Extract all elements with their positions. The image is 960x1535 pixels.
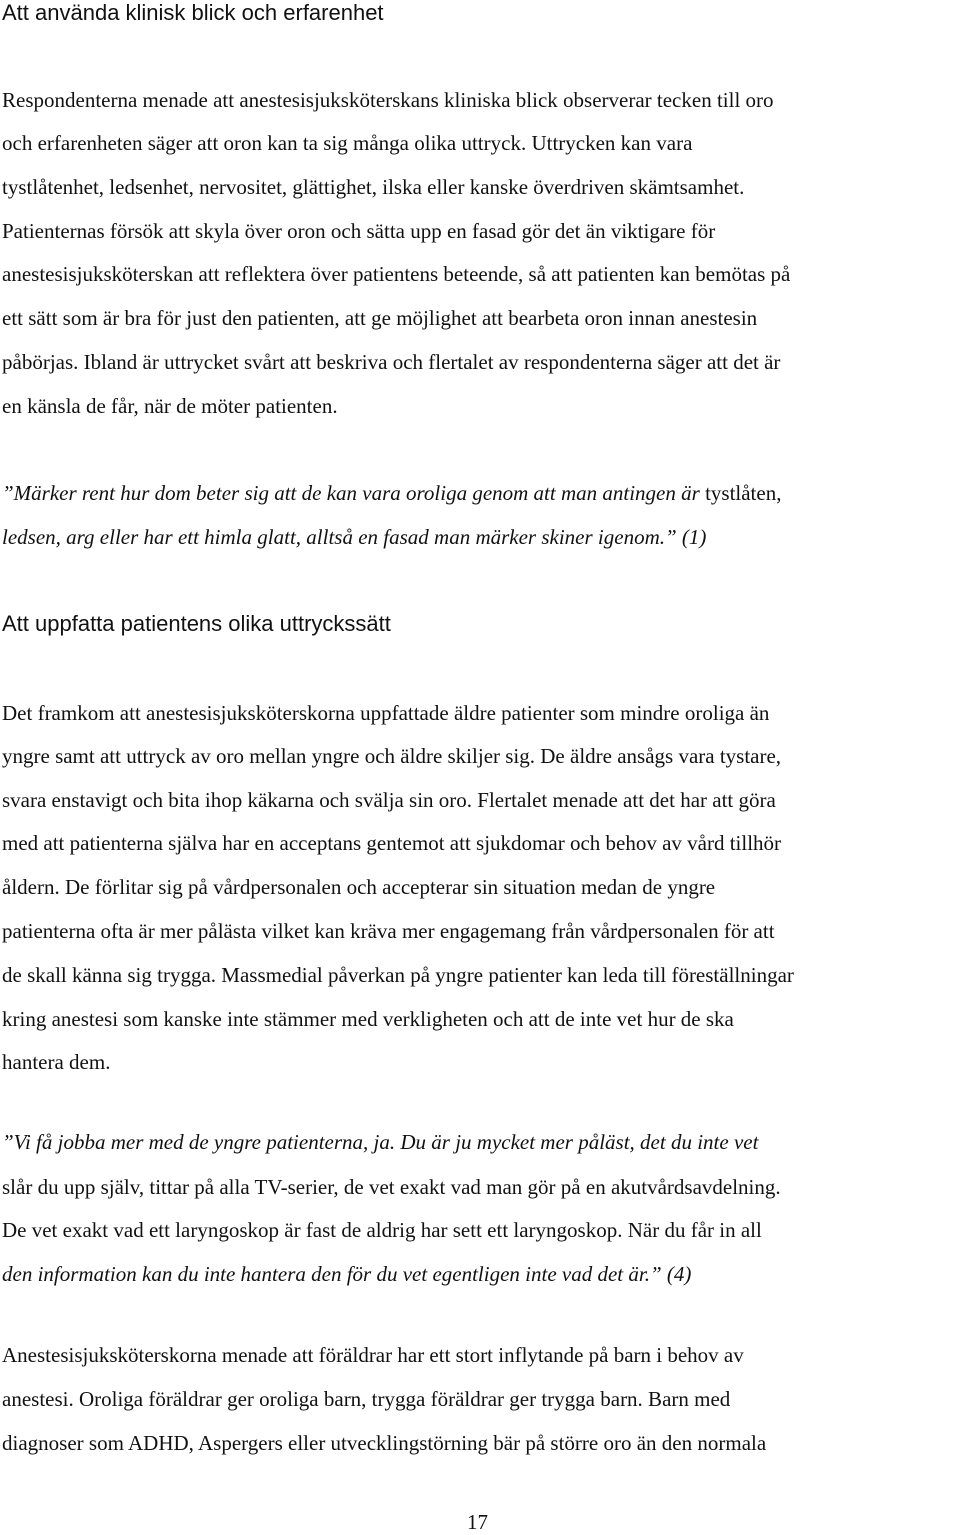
paragraph-line: Respondenterna menade att anestesisjuksköterskans kliniska blick observerar tecken till oro xyxy=(2,88,774,112)
paragraph-line: åldern. De förlitar sig på vårdpersonalen och accepterar sin situation medan de yngre xyxy=(2,875,716,899)
quote-line: ”Vi få jobba mer med de yngre patienterna, ja. Du är ju mycket mer påläst, det du inte vet xyxy=(2,1130,759,1154)
paragraph-line: patienterna ofta är mer pålästa vilket kan kräva mer engagemang från vårdpersonalen för att xyxy=(2,919,775,943)
quote-text-italic: ”Märker rent hur dom beter sig att de kan vara oroliga genom att man antingen är xyxy=(2,481,706,505)
paragraph-line: anestesi. Oroliga föräldrar ger oroliga barn, trygga föräldrar ger trygga barn. Barn med xyxy=(2,1387,731,1411)
paragraph-line: ett sätt som är bra för just den patienten, att ge möjlighet att bearbeta oron innan anestesin xyxy=(2,306,758,330)
paragraph-line: Patienternas försök att skyla över oron och sätta upp en fasad gör det än viktigare för xyxy=(2,219,716,243)
section-heading-clinical-eye: Att använda klinisk blick och erfarenhet xyxy=(2,0,384,25)
paragraph-line: påbörjas. Ibland är uttrycket svårt att beskriva och flertalet av respondenterna säger att det är xyxy=(2,350,781,374)
paragraph-line: Det framkom att anestesisjuksköterskorna uppfattade äldre patienter som mindre oroliga än xyxy=(2,701,770,725)
paragraph-line: och erfarenheten säger att oron kan ta sig många olika uttryck. Uttrycken kan vara xyxy=(2,131,693,155)
paragraph-line: kring anestesi som kanske inte stämmer med verkligheten och att de inte vet hur de ska xyxy=(2,1007,734,1031)
paragraph-line: de skall känna sig trygga. Massmedial påverkan på yngre patienter kan leda till föreställningar xyxy=(2,963,794,987)
paragraph-line: tystlåtenhet, ledsenhet, nervositet, glättighet, ilska eller kanske överdriven skämtsamhet. xyxy=(2,175,745,199)
paragraph-line: en känsla de får, när de möter patienten. xyxy=(2,394,338,418)
paragraph-line: med att patienterna själva har en acceptans gentemot att sjukdomar och behov av vård tillhör xyxy=(2,831,782,855)
page-number: 17 xyxy=(467,1510,488,1534)
paragraph-line: diagnoser som ADHD, Aspergers eller utvecklingstörning bär på större oro än den normala xyxy=(2,1431,767,1455)
quote-line: slår du upp själv, tittar på alla TV-serier, de vet exakt vad man gör på en akutvårdsavdelning. xyxy=(2,1175,781,1199)
quote-line: ledsen, arg eller har ett himla glatt, alltså en fasad man märker skiner igenom.” (1) xyxy=(2,525,707,549)
quote-text-regular: tystlåten, xyxy=(705,481,782,505)
paragraph-line: anestesisjuksköterskan att reflektera över patientens beteende, så att patienten kan bemötas på xyxy=(2,262,791,286)
quote-line xyxy=(2,480,781,506)
section-heading-expressions: Att uppfatta patientens olika uttryckssätt xyxy=(2,611,391,636)
quote-line: den information kan du inte hantera den för du vet egentligen inte vad det är.” (4) xyxy=(2,1262,692,1286)
paragraph-line: svara enstavigt och bita ihop käkarna och svälja sin oro. Flertalet menade att det har att göra xyxy=(2,788,776,812)
paragraph-line: hantera dem. xyxy=(2,1050,111,1074)
paragraph-line: Anestesisjuksköterskorna menade att föräldrar har ett stort inflytande på barn i behov av xyxy=(2,1343,744,1367)
paragraph-line: yngre samt att uttryck av oro mellan yngre och äldre skiljer sig. De äldre ansågs vara tystare, xyxy=(2,744,782,768)
quote-line: De vet exakt vad ett laryngoskop är fast de aldrig har sett ett laryngoskop. När du får in all xyxy=(2,1218,762,1242)
